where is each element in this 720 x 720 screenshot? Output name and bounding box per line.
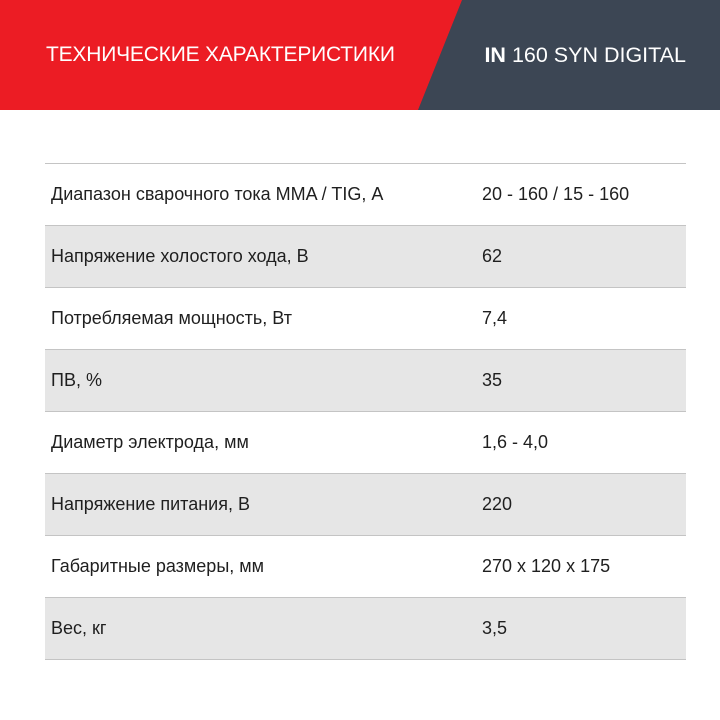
spec-row-duty-cycle <box>45 350 686 412</box>
spec-label: Напряжение питания, В <box>51 494 250 514</box>
spec-row-open-circuit-voltage <box>45 226 686 288</box>
header-banner <box>0 0 720 110</box>
model-prefix: IN <box>484 43 506 67</box>
spec-label: Напряжение холостого хода, В <box>51 246 309 266</box>
model-suffix: 160 SYN DIGITAL <box>511 43 686 67</box>
spec-value: 1,6 - 4,0 <box>482 432 549 452</box>
spec-value: 35 <box>482 370 503 390</box>
spec-row-power-consumption <box>45 288 686 350</box>
spec-value: 62 <box>482 246 503 266</box>
spec-table <box>45 163 686 660</box>
spec-value: 220 <box>482 494 513 514</box>
spec-row-weight <box>45 598 686 660</box>
spec-label: Вес, кг <box>51 618 107 638</box>
spec-label: Диаметр электрода, мм <box>51 432 249 452</box>
page-title: ТЕХНИЧЕСКИЕ ХАРАКТЕРИСТИКИ <box>46 43 395 66</box>
spec-label: Потребляемая мощность, Вт <box>51 308 292 328</box>
spec-label: ПВ, % <box>51 370 102 390</box>
model-name <box>484 40 686 70</box>
spec-row-supply-voltage <box>45 474 686 536</box>
spec-row-welding-current <box>45 164 686 226</box>
spec-label: Диапазон сварочного тока MMA / TIG, А <box>51 184 384 204</box>
spec-value: 20 - 160 / 15 - 160 <box>482 184 630 204</box>
spec-value: 270 x 120 x 175 <box>482 556 611 576</box>
spec-value: 3,5 <box>482 618 508 638</box>
spec-label: Габаритные размеры, мм <box>51 556 265 576</box>
spec-row-electrode-diameter <box>45 412 686 474</box>
spec-row-dimensions <box>45 536 686 598</box>
spec-value: 7,4 <box>482 308 508 328</box>
